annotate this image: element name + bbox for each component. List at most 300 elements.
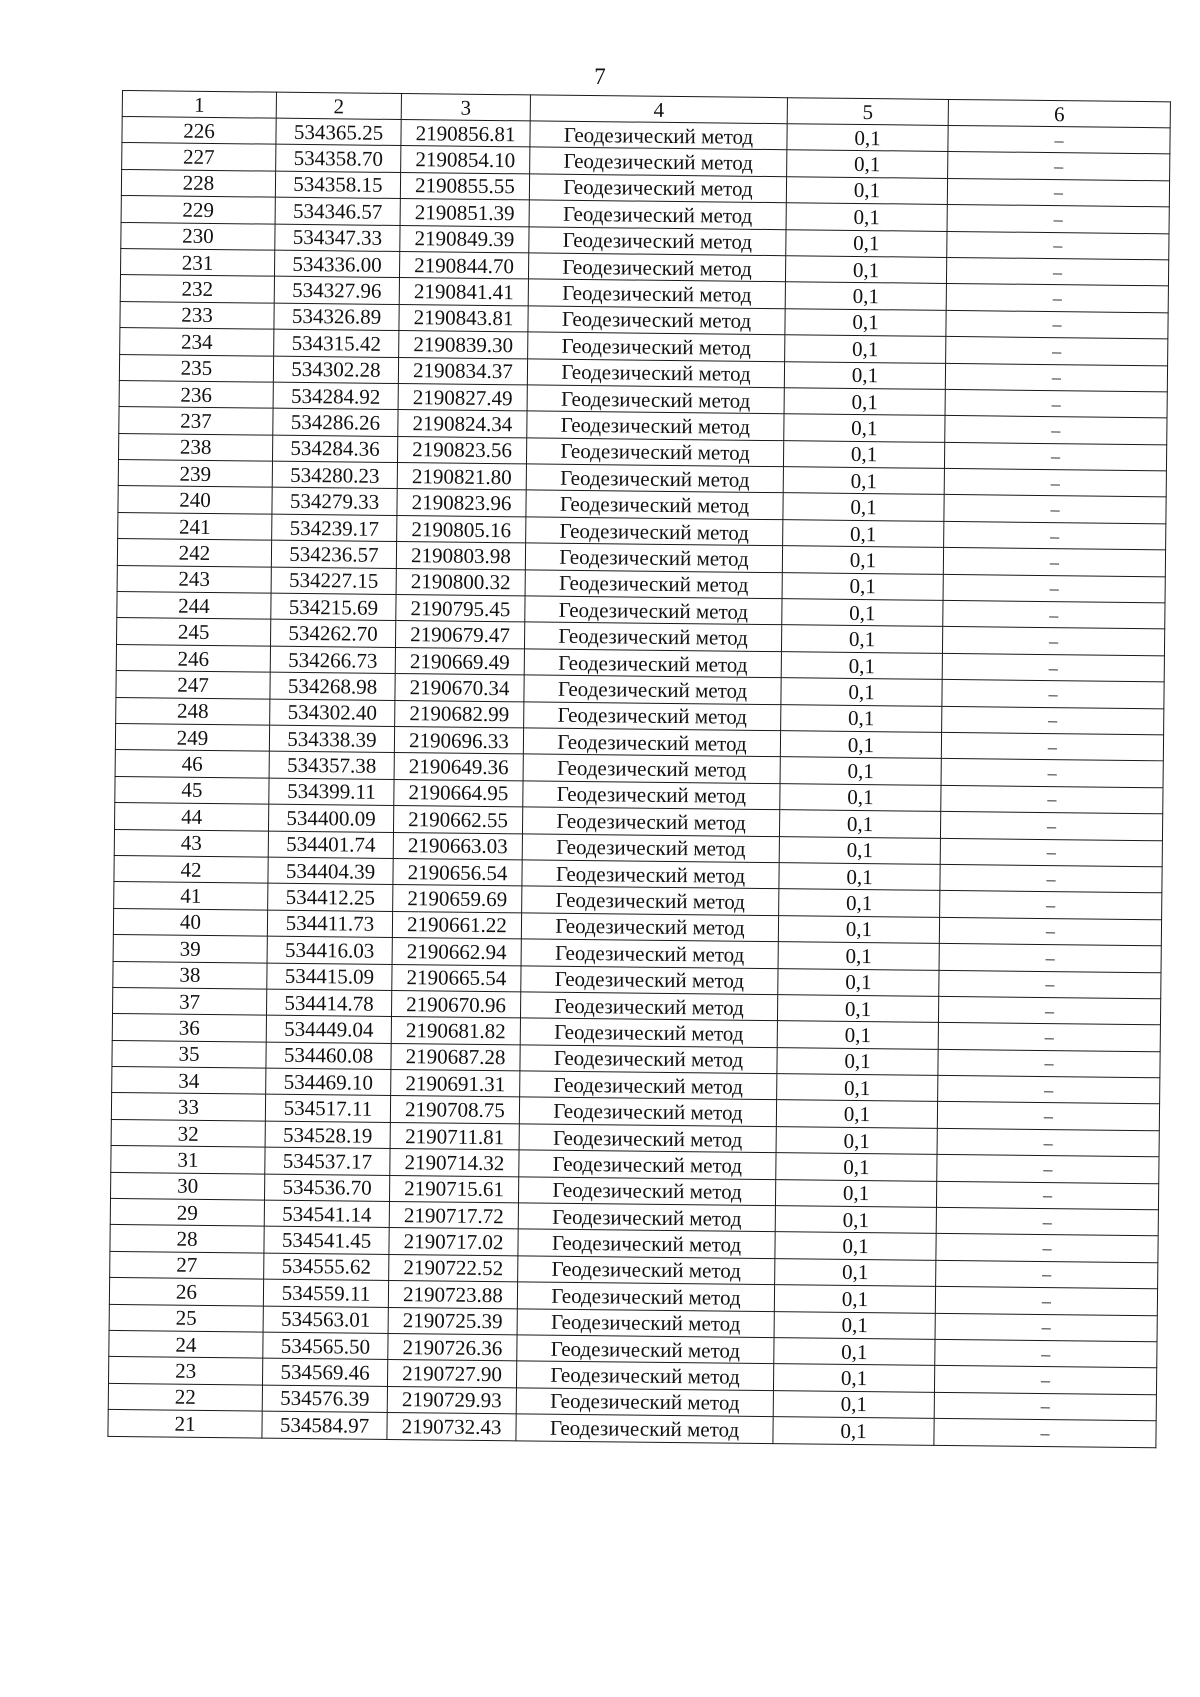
accuracy-cell: 0,1 [777, 1074, 938, 1102]
method-cell: Геодезический метод [522, 886, 779, 915]
point-number-cell: 231 [120, 248, 274, 276]
x-coordinate-cell: 534227.15 [271, 567, 396, 595]
y-coordinate-cell: 2190715.61 [389, 1175, 518, 1203]
method-cell: Геодезический метод [529, 226, 786, 255]
method-cell: Геодезический метод [527, 411, 784, 440]
accuracy-cell: 0,1 [778, 942, 939, 970]
accuracy-cell: 0,1 [784, 414, 945, 442]
accuracy-cell: 0,1 [785, 256, 946, 284]
method-cell: Геодезический метод [524, 649, 781, 678]
point-number-cell: 38 [113, 961, 267, 989]
accuracy-cell: 0,1 [775, 1206, 936, 1234]
x-coordinate-cell: 534415.09 [267, 963, 392, 991]
method-cell: Геодезический метод [529, 174, 786, 203]
method-cell: Геодезический метод [517, 1308, 774, 1337]
x-coordinate-cell: 534400.09 [268, 804, 393, 832]
accuracy-cell: 0,1 [774, 1338, 935, 1366]
accuracy-cell: 0,1 [773, 1417, 934, 1445]
accuracy-cell: 0,1 [779, 863, 940, 891]
y-coordinate-cell: 2190729.93 [387, 1386, 516, 1414]
accuracy-cell: 0,1 [775, 1179, 936, 1207]
method-cell: Геодезический метод [524, 622, 781, 651]
y-coordinate-cell: 2190727.90 [387, 1360, 516, 1388]
method-cell: Геодезический метод [523, 728, 780, 757]
note-cell: – [947, 231, 1169, 260]
accuracy-cell: 0,1 [786, 176, 947, 204]
y-coordinate-cell: 2190665.54 [392, 964, 521, 992]
header-cell: 2 [276, 92, 401, 119]
y-coordinate-cell: 2190723.88 [388, 1281, 517, 1309]
accuracy-cell: 0,1 [787, 150, 948, 178]
method-cell: Геодезический метод [518, 1256, 775, 1285]
method-cell: Геодезический метод [525, 596, 782, 625]
point-number-cell: 242 [117, 539, 271, 567]
accuracy-cell: 0,1 [775, 1232, 936, 1260]
x-coordinate-cell: 534460.08 [266, 1042, 391, 1070]
accuracy-cell: 0,1 [780, 731, 941, 759]
method-cell: Геодезический метод [520, 992, 777, 1021]
accuracy-cell: 0,1 [782, 546, 943, 574]
x-coordinate-cell: 534236.57 [271, 540, 396, 568]
method-cell: Геодезический метод [520, 1071, 777, 1100]
x-coordinate-cell: 534346.57 [275, 197, 400, 225]
accuracy-cell: 0,1 [783, 493, 944, 521]
point-number-cell: 229 [121, 196, 275, 224]
method-cell: Геодезический метод [529, 200, 786, 229]
accuracy-cell: 0,1 [776, 1153, 937, 1181]
note-cell: – [945, 389, 1167, 418]
point-number-cell: 33 [111, 1093, 265, 1121]
note-cell: – [946, 337, 1168, 366]
accuracy-cell: 0,1 [785, 335, 946, 363]
note-cell: – [943, 574, 1165, 603]
method-cell: Геодезический метод [526, 517, 783, 546]
point-number-cell: 46 [115, 750, 269, 778]
x-coordinate-cell: 534569.46 [262, 1358, 387, 1386]
accuracy-cell: 0,1 [785, 308, 946, 336]
point-number-cell: 228 [121, 169, 275, 197]
accuracy-cell: 0,1 [774, 1285, 935, 1313]
point-number-cell: 243 [117, 565, 271, 593]
y-coordinate-cell: 2190725.39 [388, 1307, 517, 1335]
y-coordinate-cell: 2190722.52 [389, 1254, 518, 1282]
y-coordinate-cell: 2190717.02 [389, 1228, 518, 1256]
y-coordinate-cell: 2190711.81 [390, 1122, 519, 1150]
note-cell: – [934, 1419, 1156, 1448]
point-number-cell: 236 [119, 380, 273, 408]
x-coordinate-cell: 534541.14 [264, 1200, 389, 1228]
accuracy-cell: 0,1 [782, 572, 943, 600]
method-cell: Геодезический метод [516, 1361, 773, 1390]
x-coordinate-cell: 534414.78 [266, 989, 391, 1017]
y-coordinate-cell: 2190664.95 [394, 779, 523, 807]
header-cell: 3 [401, 94, 530, 121]
x-coordinate-cell: 534365.25 [276, 118, 401, 146]
x-coordinate-cell: 534215.69 [271, 593, 396, 621]
point-number-cell: 30 [111, 1172, 265, 1200]
note-cell: – [945, 363, 1167, 392]
point-number-cell: 240 [118, 486, 272, 514]
method-cell: Геодезический метод [528, 306, 785, 335]
x-coordinate-cell: 534563.01 [263, 1306, 388, 1334]
x-coordinate-cell: 534338.39 [269, 725, 394, 753]
note-cell: – [942, 627, 1164, 656]
header-cell: 6 [948, 99, 1170, 127]
page-number: 7 [594, 64, 606, 89]
y-coordinate-cell: 2190732.43 [387, 1413, 516, 1441]
y-coordinate-cell: 2190805.16 [397, 515, 526, 543]
note-cell: – [946, 310, 1168, 339]
point-number-cell: 27 [110, 1251, 264, 1279]
point-number-cell: 35 [112, 1040, 266, 1068]
note-cell: – [937, 1102, 1159, 1131]
accuracy-cell: 0,1 [777, 995, 938, 1023]
note-cell: – [934, 1366, 1156, 1395]
x-coordinate-cell: 534576.39 [262, 1385, 387, 1413]
y-coordinate-cell: 2190849.39 [400, 225, 529, 253]
note-cell: – [939, 970, 1161, 999]
note-cell: – [938, 996, 1160, 1025]
method-cell: Геодезический метод [522, 833, 779, 862]
y-coordinate-cell: 2190682.99 [395, 700, 524, 728]
point-number-cell: 25 [109, 1304, 263, 1332]
point-number-cell: 39 [113, 935, 267, 963]
note-cell: – [936, 1260, 1158, 1289]
point-number-cell: 230 [121, 222, 275, 250]
point-number-cell: 244 [117, 592, 271, 620]
y-coordinate-cell: 2190851.39 [400, 199, 529, 227]
x-coordinate-cell: 534284.92 [273, 382, 398, 410]
point-number-cell: 22 [108, 1383, 262, 1411]
point-number-cell: 37 [113, 987, 267, 1015]
point-number-cell: 44 [115, 803, 269, 831]
accuracy-cell: 0,1 [783, 520, 944, 548]
header-cell: 1 [122, 91, 276, 119]
note-cell: – [940, 864, 1162, 893]
x-coordinate-cell: 534469.10 [266, 1068, 391, 1096]
x-coordinate-cell: 534411.73 [267, 910, 392, 938]
method-cell: Геодезический метод [517, 1282, 774, 1311]
y-coordinate-cell: 2190821.80 [397, 463, 526, 491]
note-cell: – [934, 1392, 1156, 1421]
point-number-cell: 40 [113, 908, 267, 936]
point-number-cell: 247 [116, 671, 270, 699]
note-cell: – [942, 653, 1164, 682]
note-cell: – [942, 706, 1164, 735]
method-cell: Геодезический метод [518, 1176, 775, 1205]
point-number-cell: 26 [109, 1278, 263, 1306]
method-cell: Геодезический метод [525, 543, 782, 572]
method-cell: Геодезический метод [516, 1414, 773, 1443]
x-coordinate-cell: 534336.00 [274, 250, 399, 278]
accuracy-cell: 0,1 [773, 1364, 934, 1392]
x-coordinate-cell: 534555.62 [264, 1253, 389, 1281]
y-coordinate-cell: 2190670.34 [395, 674, 524, 702]
method-cell: Геодезический метод [518, 1229, 775, 1258]
accuracy-cell: 0,1 [786, 229, 947, 257]
method-cell: Геодезический метод [523, 754, 780, 783]
x-coordinate-cell: 534537.17 [265, 1147, 390, 1175]
method-cell: Геодезический метод [528, 253, 785, 282]
y-coordinate-cell: 2190844.70 [399, 251, 528, 279]
y-coordinate-cell: 2190717.72 [389, 1201, 518, 1229]
method-cell: Геодезический метод [519, 1150, 776, 1179]
note-cell: – [944, 468, 1166, 497]
note-cell: – [948, 152, 1170, 181]
y-coordinate-cell: 2190696.33 [394, 726, 523, 754]
x-coordinate-cell: 534302.28 [273, 356, 398, 384]
accuracy-cell: 0,1 [779, 889, 940, 917]
method-cell: Геодезический метод [520, 1018, 777, 1047]
accuracy-cell: 0,1 [780, 757, 941, 785]
x-coordinate-cell: 534584.97 [262, 1411, 387, 1439]
method-cell: Геодезический метод [526, 490, 783, 519]
header-cell: 4 [530, 95, 787, 124]
note-cell: – [944, 521, 1166, 550]
method-cell: Геодезический метод [527, 385, 784, 414]
note-cell: – [945, 416, 1167, 445]
method-cell: Геодезический метод [523, 781, 780, 810]
x-coordinate-cell: 534449.04 [266, 1015, 391, 1043]
x-coordinate-cell: 534517.11 [265, 1095, 390, 1123]
point-number-cell: 41 [114, 882, 268, 910]
y-coordinate-cell: 2190662.94 [392, 938, 521, 966]
point-number-cell: 249 [115, 723, 269, 751]
point-number-cell: 246 [116, 644, 270, 672]
y-coordinate-cell: 2190669.49 [395, 647, 524, 675]
note-cell: – [947, 178, 1169, 207]
x-coordinate-cell: 534565.50 [263, 1332, 388, 1360]
note-cell: – [935, 1339, 1157, 1368]
y-coordinate-cell: 2190827.49 [398, 383, 527, 411]
accuracy-cell: 0,1 [775, 1258, 936, 1286]
y-coordinate-cell: 2190649.36 [394, 753, 523, 781]
y-coordinate-cell: 2190714.32 [390, 1149, 519, 1177]
accuracy-cell: 0,1 [776, 1126, 937, 1154]
note-cell: – [943, 600, 1165, 629]
x-coordinate-cell: 534266.73 [270, 646, 395, 674]
point-number-cell: 227 [122, 143, 276, 171]
point-number-cell: 32 [111, 1119, 265, 1147]
note-cell: – [942, 680, 1164, 709]
method-cell: Геодезический метод [524, 701, 781, 730]
x-coordinate-cell: 534401.74 [268, 831, 393, 859]
note-cell: – [937, 1155, 1159, 1184]
x-coordinate-cell: 534286.26 [273, 408, 398, 436]
point-number-cell: 42 [114, 855, 268, 883]
method-cell: Геодезический метод [518, 1203, 775, 1232]
y-coordinate-cell: 2190823.56 [397, 436, 526, 464]
y-coordinate-cell: 2190803.98 [396, 542, 525, 570]
accuracy-cell: 0,1 [781, 651, 942, 679]
x-coordinate-cell: 534315.42 [274, 329, 399, 357]
method-cell: Геодезический метод [520, 1045, 777, 1074]
method-cell: Геодезический метод [528, 332, 785, 361]
method-cell: Геодезический метод [530, 121, 787, 150]
point-number-cell: 232 [120, 275, 274, 303]
point-number-cell: 237 [119, 407, 273, 435]
y-coordinate-cell: 2190659.69 [393, 885, 522, 913]
x-coordinate-cell: 534536.70 [264, 1174, 389, 1202]
x-coordinate-cell: 534280.23 [272, 461, 397, 489]
point-number-cell: 238 [119, 433, 273, 461]
x-coordinate-cell: 534357.38 [269, 752, 394, 780]
note-cell: – [938, 1075, 1160, 1104]
method-cell: Геодезический метод [528, 279, 785, 308]
x-coordinate-cell: 534284.36 [272, 435, 397, 463]
note-cell: – [946, 257, 1168, 286]
note-cell: – [939, 917, 1161, 946]
accuracy-cell: 0,1 [785, 282, 946, 310]
x-coordinate-cell: 534358.15 [275, 171, 400, 199]
note-cell: – [941, 759, 1163, 788]
method-cell: Геодезический метод [526, 464, 783, 493]
y-coordinate-cell: 2190687.28 [391, 1043, 520, 1071]
x-coordinate-cell: 534559.11 [263, 1279, 388, 1307]
method-cell: Геодезический метод [522, 807, 779, 836]
accuracy-cell: 0,1 [783, 440, 944, 468]
note-cell: – [944, 495, 1166, 524]
y-coordinate-cell: 2190823.96 [397, 489, 526, 517]
point-number-cell: 23 [109, 1357, 263, 1385]
y-coordinate-cell: 2190726.36 [388, 1333, 517, 1361]
note-cell: – [941, 785, 1163, 814]
x-coordinate-cell: 534302.40 [270, 699, 395, 727]
note-cell: – [940, 812, 1162, 841]
y-coordinate-cell: 2190843.81 [399, 304, 528, 332]
point-number-cell: 21 [108, 1410, 262, 1438]
accuracy-cell: 0,1 [780, 783, 941, 811]
accuracy-cell: 0,1 [784, 388, 945, 416]
y-coordinate-cell: 2190663.03 [393, 832, 522, 860]
accuracy-cell: 0,1 [779, 836, 940, 864]
method-cell: Геодезический метод [516, 1388, 773, 1417]
note-cell: – [940, 891, 1162, 920]
y-coordinate-cell: 2190656.54 [393, 858, 522, 886]
note-cell: – [947, 205, 1169, 234]
method-cell: Геодезический метод [521, 965, 778, 994]
method-cell: Геодезический метод [524, 675, 781, 704]
accuracy-cell: 0,1 [777, 1047, 938, 1075]
note-cell: – [944, 442, 1166, 471]
y-coordinate-cell: 2190824.34 [398, 410, 527, 438]
accuracy-cell: 0,1 [786, 203, 947, 231]
note-cell: – [938, 1023, 1160, 1052]
accuracy-cell: 0,1 [778, 915, 939, 943]
point-number-cell: 43 [114, 829, 268, 857]
coordinates-table [107, 90, 1171, 1448]
x-coordinate-cell: 534279.33 [272, 488, 397, 516]
accuracy-cell: 0,1 [782, 599, 943, 627]
y-coordinate-cell: 2190839.30 [399, 331, 528, 359]
x-coordinate-cell: 534358.70 [276, 145, 401, 173]
y-coordinate-cell: 2190691.31 [391, 1070, 520, 1098]
point-number-cell: 234 [120, 328, 274, 356]
method-cell: Геодезический метод [519, 1124, 776, 1153]
method-cell: Геодезический метод [522, 860, 779, 889]
y-coordinate-cell: 2190662.55 [393, 806, 522, 834]
header-cell: 5 [787, 98, 948, 126]
y-coordinate-cell: 2190661.22 [392, 911, 521, 939]
accuracy-cell: 0,1 [778, 968, 939, 996]
method-cell: Геодезический метод [526, 438, 783, 467]
y-coordinate-cell: 2190841.41 [399, 278, 528, 306]
x-coordinate-cell: 534239.17 [272, 514, 397, 542]
point-number-cell: 31 [111, 1146, 265, 1174]
point-number-cell: 233 [120, 301, 274, 329]
accuracy-cell: 0,1 [781, 704, 942, 732]
note-cell: – [935, 1287, 1157, 1316]
note-cell: – [936, 1207, 1158, 1236]
method-cell: Геодезический метод [527, 358, 784, 387]
x-coordinate-cell: 534347.33 [275, 224, 400, 252]
method-cell: Геодезический метод [519, 1097, 776, 1126]
accuracy-cell: 0,1 [773, 1390, 934, 1418]
y-coordinate-cell: 2190854.10 [401, 146, 530, 174]
note-cell: – [948, 125, 1170, 154]
note-cell: – [941, 732, 1163, 761]
y-coordinate-cell: 2190670.96 [391, 990, 520, 1018]
accuracy-cell: 0,1 [781, 625, 942, 653]
method-cell: Геодезический метод [521, 913, 778, 942]
point-number-cell: 29 [110, 1198, 264, 1226]
y-coordinate-cell: 2190800.32 [396, 568, 525, 596]
x-coordinate-cell: 534262.70 [270, 620, 395, 648]
accuracy-cell: 0,1 [783, 467, 944, 495]
method-cell: Геодезический метод [525, 570, 782, 599]
y-coordinate-cell: 2190856.81 [401, 120, 530, 148]
x-coordinate-cell: 534326.89 [274, 303, 399, 331]
note-cell: – [938, 1049, 1160, 1078]
x-coordinate-cell: 534528.19 [265, 1121, 390, 1149]
x-coordinate-cell: 534404.39 [268, 857, 393, 885]
y-coordinate-cell: 2190681.82 [391, 1017, 520, 1045]
note-cell: – [936, 1181, 1158, 1210]
accuracy-cell: 0,1 [779, 810, 940, 838]
method-cell: Геодезический метод [530, 147, 787, 176]
note-cell: – [946, 284, 1168, 313]
method-cell: Геодезический метод [521, 939, 778, 968]
point-number-cell: 248 [116, 697, 270, 725]
x-coordinate-cell: 534268.98 [270, 672, 395, 700]
point-number-cell: 245 [117, 618, 271, 646]
accuracy-cell: 0,1 [787, 124, 948, 152]
point-number-cell: 235 [119, 354, 273, 382]
y-coordinate-cell: 2190679.47 [395, 621, 524, 649]
x-coordinate-cell: 534541.45 [264, 1227, 389, 1255]
point-number-cell: 24 [109, 1330, 263, 1358]
y-coordinate-cell: 2190855.55 [400, 172, 529, 200]
note-cell: – [939, 944, 1161, 973]
x-coordinate-cell: 534327.96 [274, 277, 399, 305]
note-cell: – [943, 548, 1165, 577]
note-cell: – [935, 1313, 1157, 1342]
note-cell: – [940, 838, 1162, 867]
y-coordinate-cell: 2190795.45 [396, 595, 525, 623]
point-number-cell: 239 [118, 460, 272, 488]
accuracy-cell: 0,1 [776, 1100, 937, 1128]
method-cell: Геодезический метод [517, 1335, 774, 1364]
point-number-cell: 226 [122, 117, 276, 145]
x-coordinate-cell: 534416.03 [267, 936, 392, 964]
y-coordinate-cell: 2190834.37 [398, 357, 527, 385]
accuracy-cell: 0,1 [784, 361, 945, 389]
point-number-cell: 36 [112, 1014, 266, 1042]
y-coordinate-cell: 2190708.75 [390, 1096, 519, 1124]
x-coordinate-cell: 534399.11 [269, 778, 394, 806]
point-number-cell: 28 [110, 1225, 264, 1253]
note-cell: – [936, 1234, 1158, 1263]
